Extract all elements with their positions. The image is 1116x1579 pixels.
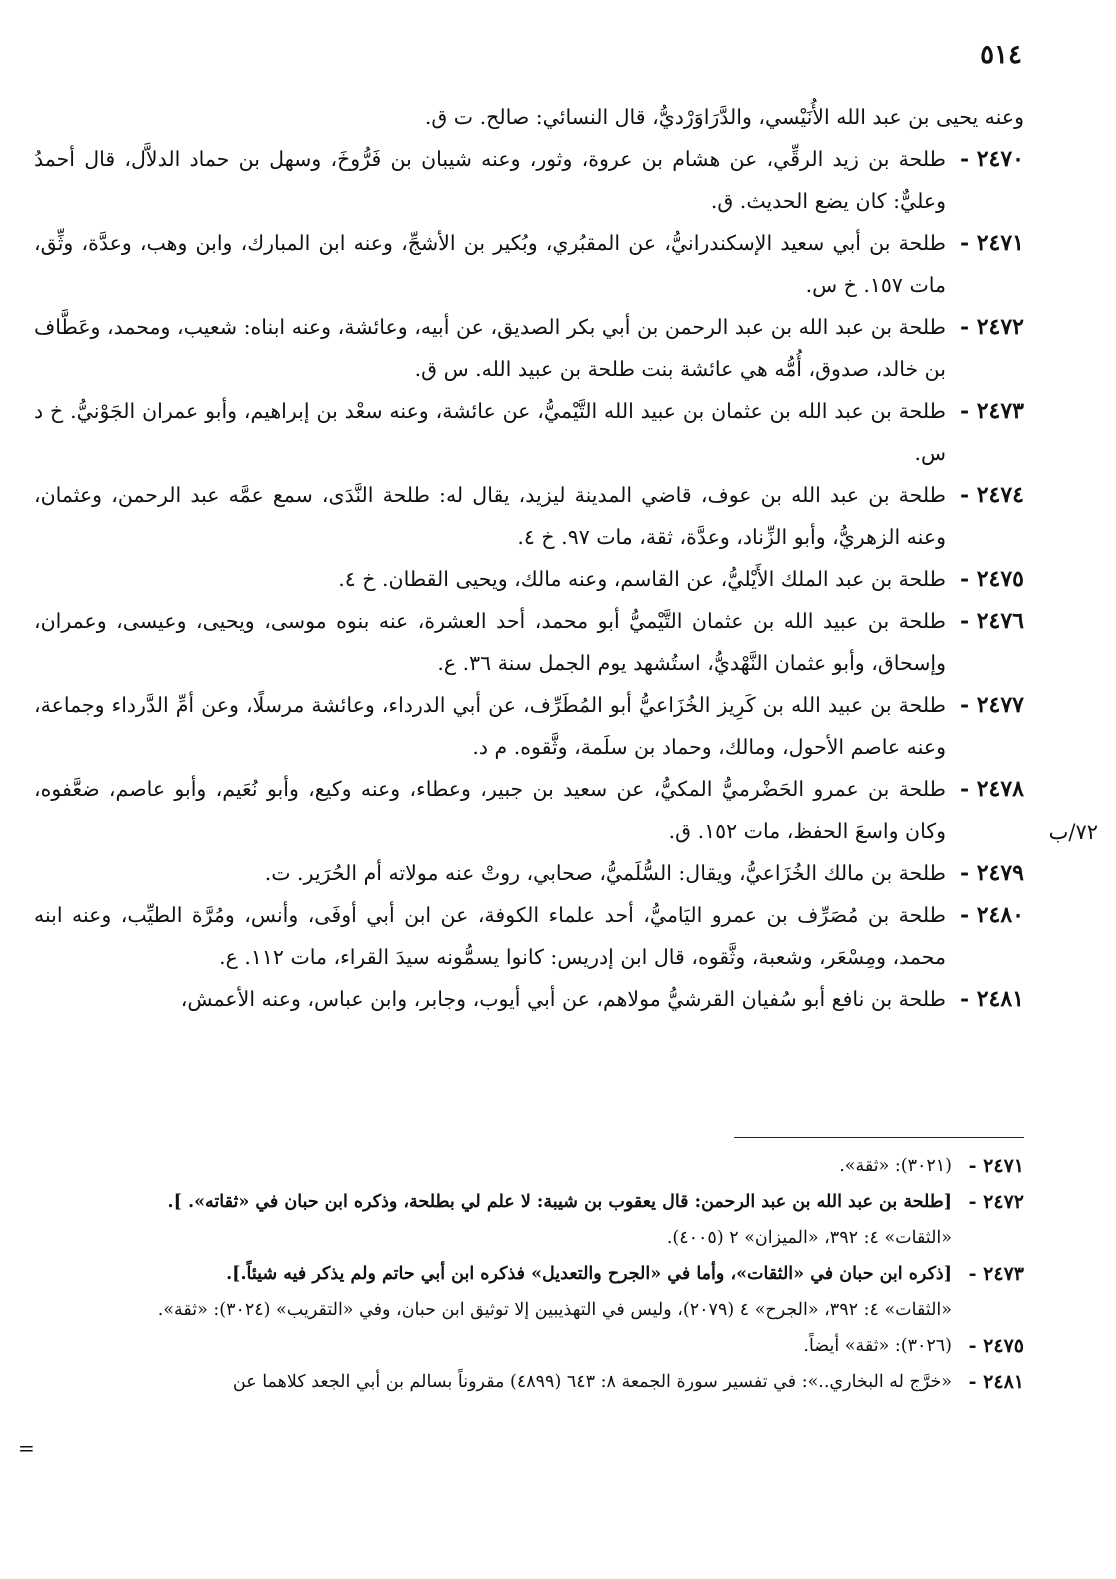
entry-2481 [34,978,1024,1020]
footnote-2481 [34,1364,1024,1400]
entry-2478 [34,768,1024,852]
entry-text: طلحة بن عبيد الله بن عثمان التَّيْميُّ أبو محمد، أحد العشرة، عنه بنوه موسى، ويحيى، وعيسى، وعمران، وإسحاق، وأبو عثمان النَّهْديُّ، استُشهد يوم الجمل سنة ٣٦. ع. [34,609,946,675]
entry-2470 [34,138,1024,222]
entry-2475 [34,558,1024,600]
entry-text: طلحة بن مالك الخُزَاعيُّ، ويقال: السُّلَميُّ، صحابي، روتْ عنه مولاته أم الحُرَير. ت. [264,861,946,885]
footnote-text: (٣٠٢٦): «ثقة» أيضاً. [803,1336,952,1356]
main-text [34,96,1024,1020]
entry-number: ٢٤٨١ - [959,986,1024,1012]
footnote-divider [734,1137,1024,1138]
footnote-text: «خرَّج له البخاري..»: في تفسير سورة الجمعة ٨: ٦٤٣ (٤٨٩٩) مقروناً بسالم بن أبي الجعد كلاهما عن [232,1372,952,1392]
entry-text: طلحة بن زيد الرقِّي، عن هشام بن عروة، وثور، وعنه شيبان بن فَرُّوخَ، وسهل بن حماد الدلاَّل، قال أحمدُ وعليٌّ: كان يضع الحديث. ق. [34,147,946,213]
footnote-number: ٢٤٧٥ - [968,1335,1024,1357]
footnote-2473 [34,1256,1024,1328]
footnote-number: ٢٤٧١ - [968,1155,1024,1177]
entry-number: ٢٤٧٧ - [959,692,1024,718]
entry-text: طلحة بن عمرو الحَضْرميُّ المكيُّ، عن سعيد بن جبير، وعطاء، وعنه وكيع، وأبو نُعَيم، وأبو عاصم، ضعَّفوه، وكان واسعَ الحفظ، مات ١٥٢. ق. [34,777,946,843]
entry-text: طلحة بن عبد الملك الأَيْليُّ، عن القاسم، وعنه مالك، ويحيى القطان. خ ٤. [338,567,946,591]
footnote-2475 [34,1328,1024,1364]
entry-2473 [34,390,1024,474]
entry-number: ٢٤٨٠ - [959,902,1024,928]
footnote-reference: «الثقات» ٤: ٣٩٢، «الجرح» ٤ (٢٠٧٩)، وليس في التهذيبين إلا توثيق ابن حبان، وفي «التقريب» (٣٠٢٤): «ثقة». [157,1300,952,1320]
entry-2480 [34,894,1024,978]
entry-2471 [34,222,1024,306]
footnote-number: ٢٤٧٣ - [968,1263,1024,1285]
entry-text: طلحة بن عبيد الله بن كَرِيز الخُزَاعيُّ أبو المُطَرِّف، عن أبي الدرداء، وعائشة مرسلًا، وعن أمِّ الدَّرداء وجماعة، وعنه عاصم الأحول، ومالك، وحماد بن سلَمة، وثَّقوه. م د. [34,693,946,759]
entry-number: ٢٤٧٠ - [959,146,1024,172]
entry-number: ٢٤٧٨ - [959,776,1024,802]
entry-number: ٢٤٧٦ - [959,608,1024,634]
continuation-mark: = [18,1436,35,1460]
entry-2472 [34,306,1024,390]
footnote-text: [طلحة بن عبد الله بن عبد الرحمن: قال يعقوب بن شيبة: لا علم لي بطلحة، وذكره ابن حبان في «ثقاته». ]. [167,1192,952,1212]
manuscript-folio-note: ٧٢/ب [1048,820,1098,844]
entry-2476 [34,600,1024,684]
entry-2477 [34,684,1024,768]
footnote-number: ٢٤٨١ - [968,1371,1024,1393]
entry-text: طلحة بن مُصَرِّف بن عمرو اليَاميُّ، أحد علماء الكوفة، عن ابن أبي أوفَى، وأنس، ومُرَّة الطيِّب، وعنه ابنه محمد، ومِسْعَر، وشعبة، وثَّقوه، قال ابن إدريس: كانوا يسمُّونه سيدَ القراء، مات ١١٢. ع. [34,903,946,969]
entry-2479 [34,852,1024,894]
entry-number: ٢٤٧٤ - [959,482,1024,508]
opening-line: وعنه يحيى بن عبد الله الأُنَيْسي، والدَّرَاوَرْديُّ، قال النسائي: صالح. ت ق. [424,105,1024,129]
entry-text: طلحة بن عبد الله بن عثمان بن عبيد الله التَّيْميُّ، عن عائشة، وعنه سعْد بن إبراهيم، وأبو عمران الجَوْنيُّ. خ د س. [34,399,946,465]
footnote-number: ٢٤٧٢ - [968,1191,1024,1213]
entry-text: طلحة بن نافع أبو سُفيان القرشيُّ مولاهم، عن أبي أيوب، وجابر، وابن عباس، وعنه الأعمش، [180,987,946,1011]
footnote-text: [ذكره ابن حبان في «الثقات»، وأما في «الجرح والتعديل» فذكره ابن أبي حاتم ولم يذكر فيه شيئاً.]. [226,1264,952,1284]
entry-text: طلحة بن أبي سعيد الإسكندرانيُّ، عن المقبُري، وبُكير بن الأشجِّ، وعنه ابن المبارك، وابن وهب، وعدَّة، وثِّق، مات ١٥٧. خ س. [34,231,946,297]
entry-2474 [34,474,1024,558]
entry-text: طلحة بن عبد الله بن عوف، قاضي المدينة ليزيد، يقال له: طلحة النَّدَى، سمع عمَّه عبد الرحمن، وعثمان، وعنه الزهريُّ، وأبو الزِّناد، وعدَّة، ثقة، مات ٩٧. خ ٤. [34,483,946,549]
page-number: ٥١٤ [980,40,1022,70]
entry-number: ٢٤٧١ - [959,230,1024,256]
entry-text: طلحة بن عبد الله بن عبد الرحمن بن أبي بكر الصديق، عن أبيه، وعائشة، وعنه ابناه: شعيب، ومحمد، وعَطَّاف بن خالد، صدوق، أُمُّه هي عائشة بنت طلحة بن عبيد الله. س ق. [34,315,946,381]
footnote-reference: «الثقات» ٤: ٣٩٢، «الميزان» ٢ (٤٠٠٥). [666,1228,952,1248]
entry-number: ٢٤٧٥ - [959,566,1024,592]
footnote-text: (٣٠٢١): «ثقة». [839,1156,952,1176]
footnotes [34,1148,1024,1400]
entry-number: ٢٤٧٣ - [959,398,1024,424]
entry-number: ٢٤٧٩ - [959,860,1024,886]
entry-number: ٢٤٧٢ - [959,314,1024,340]
footnote-2472 [34,1184,1024,1256]
footnote-2471 [34,1148,1024,1184]
